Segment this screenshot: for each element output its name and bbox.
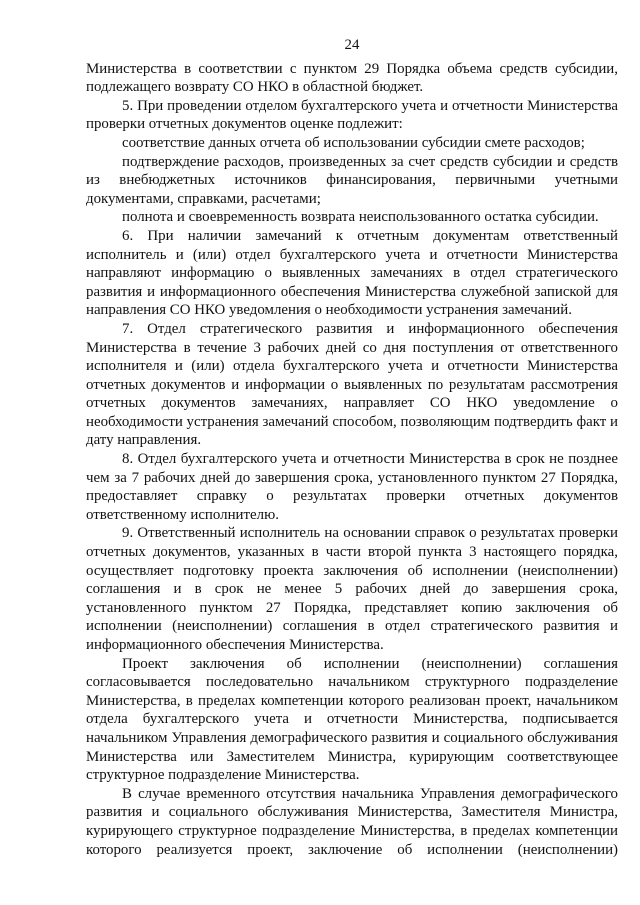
paragraph-draft-approval: Проект заключения об исполнении (неисполнении) соглашения согласовывается последовательно начальником структурного подразделение Министерства, в пределах компетенции которого реализован проект, начальником отдела бухгалтерского учета и отчетности Министерства, подписывается начальником Управления демографического развития и социального обслуживания Министерства или Заместителем Министра, курирующим соответствующее структурное подразделение Министерства.	[86, 655, 618, 784]
paragraph-item-5: 5. При проведении отделом бухгалтерского учета и отчетности Министерства проверки отчетных документов оценке подлежит:	[86, 97, 618, 133]
paragraph-item-9: 9. Ответственный исполнитель на основании справок о результатах проверки отчетных документов, указанных в части второй пункта 3 настоящего порядка, осуществляет подготовку проекта заключения об исполнении (неисполнении) соглашения и в срок не менее 5 рабочих дней до завершения срока, установленного пунктом 27 Порядка, представляет копию заключения об исполнении (неисполнении) соглашения в отдел стратегического развития и информационного обеспечения Министерства.	[86, 525, 618, 653]
paragraph-item-8: 8. Отдел бухгалтерского учета и отчетности Министерства в срок не позднее чем за 7 рабочих дней до завершения срока, установленного пунктом 27 Порядка, предоставляет справку о результатах проверки отчетных документов ответственному исполнителю.	[86, 451, 618, 523]
paragraph-item-6: 6. При наличии замечаний к отчетным документам ответственный исполнитель и (или) отдел бухгалтерского учета и отчетности Министерства направляют информацию о выявленных замечаниях в отдел стратегического развития и информационного обеспечения Министерства служебной запиской для направления СО НКО уведомления о необходимости устранения замечаний.	[86, 227, 618, 319]
paragraph-item-5-criterion-3: полнота и своевременность возврата неиспользованного остатка субсидии.	[122, 209, 599, 226]
paragraph-item-7: 7. Отдел стратегического развития и информационного обеспечения Министерства в течение 3 рабочих дней со дня поступления от ответственного исполнителя и (или) отдела бухгалтерского учета и отчетности Министерства отчетных документов и информации о выявленных по результатам рассмотрения отчетных документов замечаниях, направляет СО НКО уведомление о необходимости устранения замечаний способом, позволяющим подтвердить факт и дату направления.	[86, 320, 618, 449]
page-number: 24	[344, 37, 360, 53]
paragraph-temporary-absence: В случае временного отсутствия начальника Управления демографического развития и социального обслуживания Министерства, Заместителя Министра, курирующего структурное подразделение Министерства, в пределах компетенции которого реализуется проект, заключение об исполнении (неисполнении)	[86, 785, 618, 858]
paragraph-continuation: Министерства в соответствии с пунктом 29 Порядка объема средств субсидии, подлежащего возврату СО НКО в областной бюджет.	[86, 60, 618, 96]
paragraph-item-5-criterion-2: подтверждение расходов, произведенных за счет средств субсидии и средств из внебюджетных источников финансирования, первичными учетными документами, справками, расчетами;	[86, 153, 618, 207]
paragraph-item-5-criterion-1: соответствие данных отчета об использовании субсидии смете расходов;	[122, 134, 585, 151]
document-page	[86, 36, 618, 859]
